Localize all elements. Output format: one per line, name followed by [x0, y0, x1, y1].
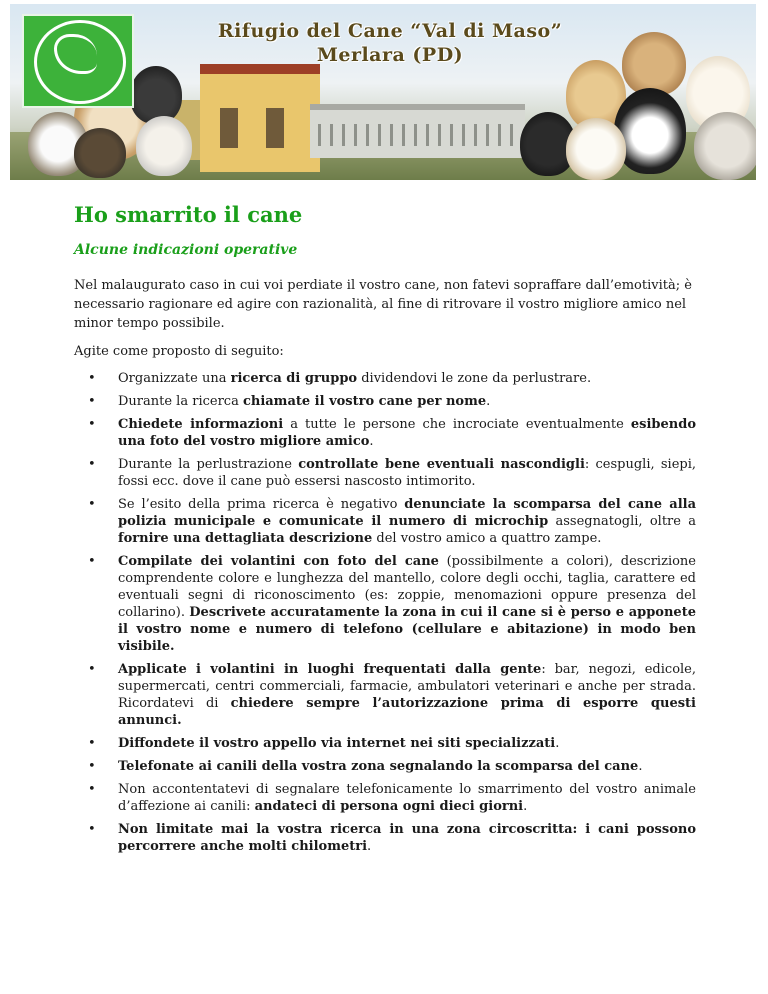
dog-photo — [614, 88, 686, 174]
emphasis-text: andateci di persona ogni dieci giorni — [254, 799, 524, 814]
list-item — [74, 735, 696, 752]
banner-building — [200, 64, 320, 172]
list-item — [74, 416, 696, 450]
item-text: (possibilmente a colori), descrizione comprendente colore e lunghezza del mantello, colore degli occhi, taglia, carattere ed eventuali segni di riconoscimento (es: zoppie, menomazioni oppure presenza del collarino). — [118, 554, 696, 620]
item-text: del vostro amico a quattro zampe. — [372, 531, 602, 546]
lead-paragraph: Agite come proposto di seguito: — [74, 344, 284, 359]
item-text: Durante la ricerca — [118, 394, 243, 409]
emphasis-text: denunciate la scomparsa del cane alla polizia municipale e comunicate il numero di microchip — [118, 497, 696, 529]
item-text: . — [638, 759, 643, 774]
banner-subtitle: Merlara (PD) — [316, 44, 464, 66]
page-title: Ho smarrito il cane — [74, 202, 303, 227]
emphasis-text: esibendo una foto del vostro migliore amico — [118, 417, 697, 449]
header-banner — [10, 4, 756, 180]
emphasis-text: ricerca di gruppo — [230, 371, 358, 386]
list-item — [74, 661, 696, 729]
item-text: . — [369, 434, 374, 449]
emphasis-text: Compilate dei volantini con foto del cane — [118, 554, 439, 569]
dog-photo — [622, 32, 686, 96]
emphasis-text: Descrivete accuratamente la zona in cui il cane si è perso e apponete il vostro nome e numero di telefono (cellulare e abitazione) in modo ben visibile. — [118, 605, 696, 654]
item-text: assegnatogli, oltre a — [548, 514, 696, 529]
item-text: a tutte le persone che incrociate eventualmente — [283, 417, 631, 432]
item-text: Se l’esito della prima ricerca è negativo — [118, 497, 405, 512]
banner-title: Rifugio del Cane “Val di Maso” — [217, 20, 563, 42]
item-text: . — [555, 736, 560, 751]
emphasis-text: Applicate i volantini in luoghi frequentati dalla gente — [118, 662, 542, 677]
emphasis-text: chiamate il vostro cane per nome — [242, 394, 487, 409]
banner-kennel-shed — [310, 104, 525, 158]
list-item — [74, 456, 696, 490]
list-item — [74, 393, 696, 410]
emphasis-text: Non limitate mai la vostra ricerca in una zona circoscritta: i cani possono percorrere anche molti chilometri — [118, 822, 696, 854]
emphasis-text: fornire una dettagliata descrizione — [118, 531, 373, 546]
list-item — [74, 821, 696, 855]
instructions-list — [74, 370, 696, 861]
kennel-bars — [318, 124, 517, 146]
building-door — [220, 108, 238, 148]
building-door — [266, 108, 284, 148]
emphasis-text: Diffondete il vostro appello via internet nei siti specializzati — [118, 736, 556, 751]
emphasis-text: Telefonate ai canili della vostra zona segnalando la scomparsa del cane — [118, 759, 639, 774]
dog-photo — [74, 128, 126, 178]
emphasis-text: controllate bene eventuali nascondigli — [298, 457, 585, 472]
emphasis-text: Chiedete informazioni — [118, 417, 284, 432]
item-text: Organizzate una — [118, 371, 231, 386]
item-text: Durante la perlustrazione — [118, 457, 299, 472]
list-item — [74, 496, 696, 547]
emphasis-text: chiedere sempre l’autorizzazione prima di esporre questi annunci. — [118, 696, 696, 728]
page-subtitle: Alcune indicazioni operative — [74, 242, 298, 258]
list-item — [74, 370, 696, 387]
dog-photo — [566, 118, 626, 180]
item-text: . — [523, 799, 528, 814]
intro-paragraph: Nel malaugurato caso in cui voi perdiate il vostro cane, non fatevi sopraffare dall’emotività; è necessario ragionare ed agire con razionalità, al fine di ritrovare il vostro migliore amico nel minor tempo possibile. — [74, 278, 692, 331]
dog-photo — [694, 112, 756, 180]
item-text: . — [367, 839, 372, 854]
list-item — [74, 781, 696, 815]
item-text: dividendovi le zone da perlustrare. — [357, 371, 592, 386]
item-text: : bar, negozi, edicole, supermercati, centri commerciali, farmacie, ambulatori veterinari e anche per strada. Ricordatevi di — [118, 662, 696, 711]
item-text: Non accontentatevi di segnalare telefonicamente lo smarrimento del vostro animale d’affezione ai canili: — [118, 782, 696, 814]
list-item — [74, 553, 696, 655]
list-item — [74, 758, 696, 775]
item-text: . — [486, 394, 491, 409]
dog-photo — [136, 116, 192, 176]
leudica-logo — [22, 14, 134, 108]
item-text: : cespugli, siepi, fossi ecc. dove il cane può essersi nascosto intimorito. — [118, 457, 697, 489]
dog-photo — [130, 66, 182, 124]
